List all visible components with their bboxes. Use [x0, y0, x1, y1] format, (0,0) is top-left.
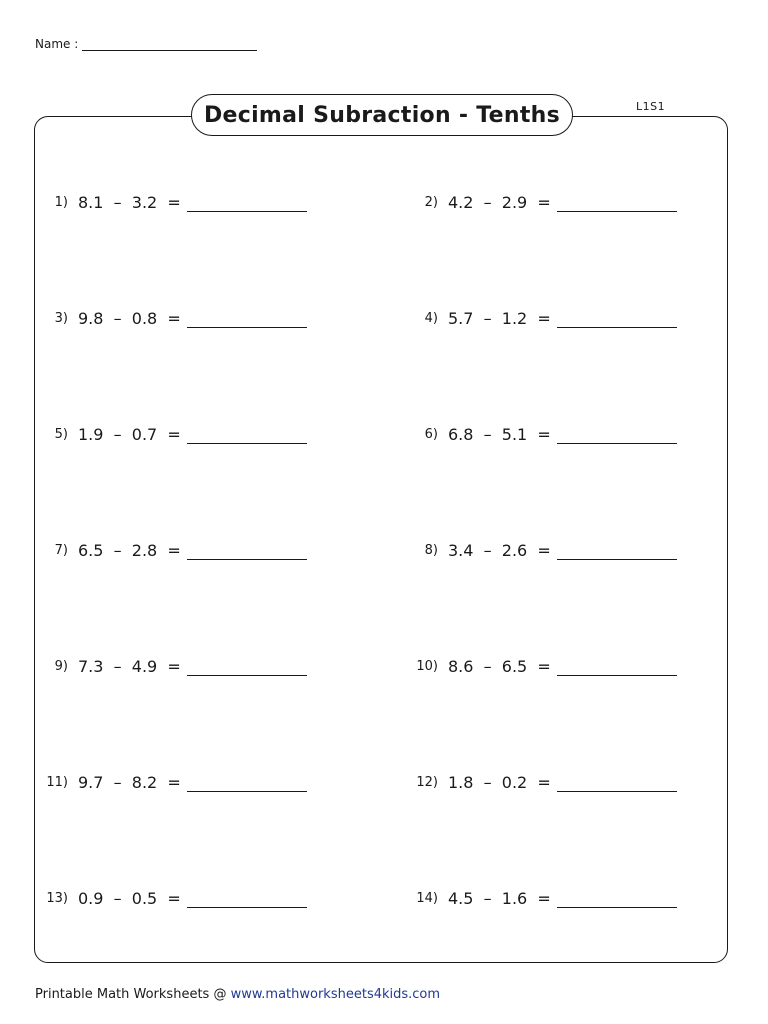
problem-expression: 9.7 – 8.2 =: [78, 773, 181, 792]
answer-blank[interactable]: [187, 655, 307, 676]
problem-expression: 6.8 – 5.1 =: [448, 425, 551, 444]
problem-expression: 9.8 – 0.8 =: [78, 309, 181, 328]
problem-expression: 3.4 – 2.6 =: [448, 541, 551, 560]
answer-blank[interactable]: [557, 887, 677, 908]
footer-text: Printable Math Worksheets @: [35, 987, 231, 1002]
answer-blank[interactable]: [557, 771, 677, 792]
problem-item: [400, 884, 677, 908]
footer-link[interactable]: www.mathworksheets4kids.com: [230, 987, 441, 1002]
problem-item: [30, 420, 307, 444]
problem-number: 7): [54, 543, 68, 558]
answer-blank[interactable]: [187, 539, 307, 560]
answer-blank[interactable]: [557, 539, 677, 560]
answer-blank[interactable]: [187, 307, 307, 328]
problem-number: 3): [54, 311, 68, 326]
problem-number: 11): [46, 775, 68, 790]
name-label: Name :: [35, 37, 79, 51]
problem-item: [30, 768, 307, 792]
answer-blank[interactable]: [187, 771, 307, 792]
name-blank-line[interactable]: [82, 36, 257, 51]
problem-item: [400, 768, 677, 792]
problem-expression: 4.5 – 1.6 =: [448, 889, 551, 908]
name-field-row: [35, 36, 257, 51]
problem-item: [400, 652, 677, 676]
problem-expression: 4.2 – 2.9 =: [448, 193, 551, 212]
problem-number: 13): [46, 891, 68, 906]
answer-blank[interactable]: [187, 423, 307, 444]
problem-number: 6): [424, 427, 438, 442]
answer-blank[interactable]: [187, 191, 307, 212]
answer-blank[interactable]: [557, 191, 677, 212]
footer: [35, 987, 440, 1002]
problem-item: [400, 420, 677, 444]
problem-item: [30, 304, 307, 328]
problem-number: 4): [424, 311, 438, 326]
problem-number: 9): [54, 659, 68, 674]
problem-item: [400, 536, 677, 560]
problem-item: [30, 536, 307, 560]
problem-number: 2): [424, 195, 438, 210]
problem-expression: 8.6 – 6.5 =: [448, 657, 551, 676]
problem-item: [400, 304, 677, 328]
title-banner: [191, 94, 573, 136]
problem-expression: 1.9 – 0.7 =: [78, 425, 181, 444]
problem-expression: 0.9 – 0.5 =: [78, 889, 181, 908]
problem-number: 1): [54, 195, 68, 210]
problem-number: 8): [424, 543, 438, 558]
problem-item: [30, 652, 307, 676]
answer-blank[interactable]: [557, 655, 677, 676]
problem-number: 12): [416, 775, 438, 790]
problem-number: 14): [416, 891, 438, 906]
problem-expression: 1.8 – 0.2 =: [448, 773, 551, 792]
problem-number: 5): [54, 427, 68, 442]
page-title: Decimal Subraction - Tenths: [203, 102, 561, 128]
problem-item: [400, 188, 677, 212]
answer-blank[interactable]: [557, 423, 677, 444]
problem-expression: 8.1 – 3.2 =: [78, 193, 181, 212]
problem-expression: 7.3 – 4.9 =: [78, 657, 181, 676]
sheet-code: L1S1: [636, 100, 666, 113]
problem-expression: 5.7 – 1.2 =: [448, 309, 551, 328]
problem-item: [30, 188, 307, 212]
answer-blank[interactable]: [557, 307, 677, 328]
problem-item: [30, 884, 307, 908]
answer-blank[interactable]: [187, 887, 307, 908]
problem-expression: 6.5 – 2.8 =: [78, 541, 181, 560]
problem-number: 10): [416, 659, 438, 674]
